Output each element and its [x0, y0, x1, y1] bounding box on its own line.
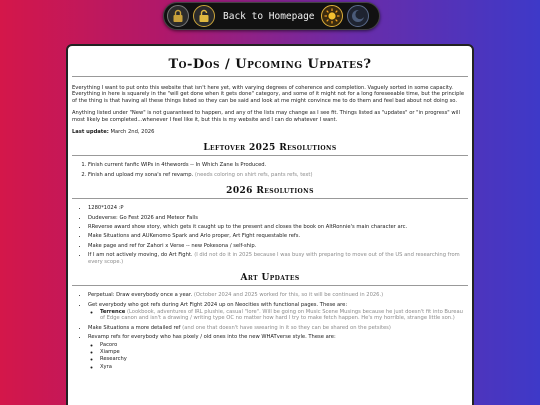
light-mode-button[interactable]	[321, 5, 343, 27]
sub-list-item: ◦ Xyra	[100, 364, 468, 370]
section-title-2026: 2026 Resolutions	[72, 186, 468, 199]
list-item: • Perpetual: Draw everybody once a year. (October 2024 and 2025 worked for this, so it will be continued in 2026.)	[88, 292, 468, 298]
moon-icon	[350, 8, 366, 24]
sub-list	[88, 342, 468, 371]
item-note: (needs coloring on shirt refs, pants refs, text)	[194, 171, 313, 178]
item-note: (I did not do it in 2025 because I was busy with preparing to move out of the US and researching from every scope.)	[88, 252, 460, 265]
list-item: • Dudeverse: Go Fest 2026 and Meteor Falls	[88, 215, 468, 221]
section-title-art: Art Updates	[72, 273, 468, 286]
sub-list	[88, 309, 468, 322]
sub-list-item: ◦ Pacoro	[100, 342, 468, 348]
list-item: • Make Situations a more detailed ref (and one that doesn't have swearing in it so they can be shared on the petsites)	[88, 325, 468, 331]
list-item: • If I am not actively moving, do Art Fight. (I did not do it in 2025 because I was busy with preparing to move out of the US and researching from every scope.)	[88, 252, 468, 265]
last-update-label: Last update:	[72, 129, 109, 136]
top-nav-bar	[163, 2, 380, 30]
leftover-list	[72, 162, 468, 178]
list-item: • Get everybody who got refs during Art Fight 2024 up on Neocities with functional pages. These are: ◦ Terrence (Lookbook, adventures of IRL plushie, casual "lore". Will be going on Music Scene Musings because he just doesn't fit into Bureau of Edge canon and isn't a drawing / writing type OC no matter how hard I try to make fetch happen. He's my horrible, strange little son.)	[88, 302, 468, 322]
item-note: (and one that doesn't have swearing in it so they can be shared on the petsites)	[182, 324, 391, 331]
item-note: (October 2024 and 2025 worked for this, so it will be continued in 2026.)	[193, 292, 384, 299]
list-item: • RReverse award show story, which gets it caught up to the present and closes the book on AltRonnie's main character arc.	[88, 224, 468, 230]
unlock-icon	[198, 9, 210, 23]
sub-list-item: ◦ Terrence (Lookbook, adventures of IRL plushie, casual "lore". Will be going on Music Scene Musings because he just doesn't fit into Bureau of Edge canon and isn't a drawing / writing type OC no matter how hard I try to make fetch happen. He's my horrible, strange little son.)	[100, 309, 468, 322]
dark-mode-button[interactable]	[347, 5, 369, 27]
lock-button[interactable]	[167, 5, 189, 27]
list-item: 2. Finish and upload my sona's ref revamp. (needs coloring on shirt refs, pants refs, text)	[88, 172, 468, 178]
list-item: • Revamp refs for everybody who has pixely / old ones into the new WHATverse style. These are: ◦ Pacoro ◦ Xiampe ◦ Researchy ◦ Xyra	[88, 334, 468, 370]
lock-icon	[172, 9, 184, 23]
last-update-value: March 2nd, 2026	[110, 129, 155, 136]
page-title: To-Dos / Upcoming Updates?	[72, 57, 468, 77]
unlock-button[interactable]	[193, 5, 215, 27]
content-panel	[66, 44, 474, 405]
sub-list-item: ◦ Xiampe	[100, 349, 468, 355]
list-item: • Make Situations and AUKenomo Spark and Arlo proper, Art Fight requestable refs.	[88, 233, 468, 239]
resolutions-list	[72, 205, 468, 265]
intro-paragraph-1: Everything I want to put onto this website that isn't here yet, with varying degrees of coherence and completion. Vaguely sorted in some capacity. Everything in here is squarely in the "will get done when it gets done" category, and some of it might not for a long foreseeable time, but the principle of the thing is that having all these things listed so they can be said and look at me might convince me to do them and feel bad about not doing so.	[72, 85, 465, 104]
list-item: • 1280*1024 :P	[88, 205, 468, 211]
back-to-homepage-link[interactable]: Back to Homepage	[223, 10, 315, 22]
sun-icon	[324, 8, 340, 24]
list-item: • Make page and ref for Zahori x Verse -- new Pokesona / self-ship.	[88, 243, 468, 249]
intro-paragraph-2: Anything listed under "New" is not guaranteed to happen, and any of the lists may change as I see fit. Things listed as "updates" or "in progress" will most likely be completed...whenever I feel like it, but this is my website and I can do whatever I want.	[72, 110, 460, 123]
section-title-leftover: Leftover 2025 Resolutions	[72, 143, 468, 156]
last-update	[72, 129, 468, 135]
art-updates-list	[72, 292, 468, 370]
sub-list-item: ◦ Researchy	[100, 356, 468, 362]
list-item: 1. Finish current fanfic WIPs in 4thewords -- In Which Zane Is Produced.	[88, 162, 468, 168]
